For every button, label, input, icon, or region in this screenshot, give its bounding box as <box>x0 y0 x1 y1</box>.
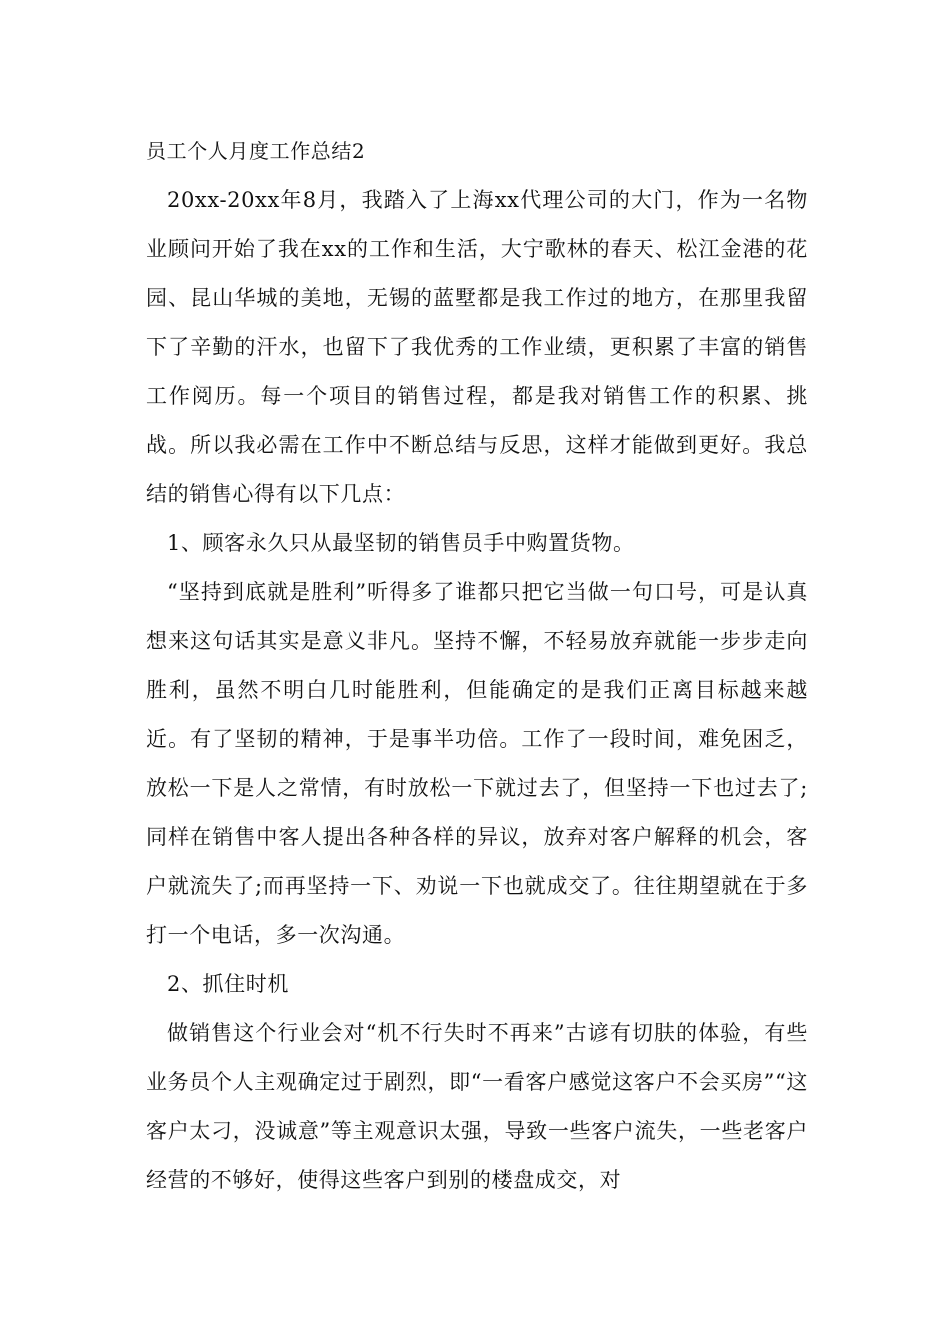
paragraph-timing: 做销售这个行业会对“机不行失时不再来”古谚有切肤的体验，有些业务员个人主观确定过于剧烈，即“一看客户感觉这客户不会买房”“这客户太刁，没诚意”等主观意识太强，导致一些客户流失，一些老客户经营的不够好，使得这些客户到别的楼盘成交，对 <box>146 1021 808 1192</box>
document-body <box>146 128 808 1205</box>
paragraph-intro: 20xx-20xx年8月，我踏入了上海xx代理公司的大门，作为一名物业顾问开始了我在xx的工作和生活，大宁歌林的春天、松江金港的花园、昆山华城的美地，无锡的蓝墅都是我工作过的地方，在那里我留下了辛勤的汗水，也留下了我优秀的工作业绩，更积累了丰富的销售工作阅历。每一个项目的销售过程，都是我对销售工作的积累、挑战。所以我必需在工作中不断总结与反思，这样才能做到更好。我总结的销售心得有以下几点： <box>146 188 808 506</box>
document-title: 员工个人月度工作总结2 <box>146 139 366 163</box>
point-2-heading: 2、抓住时机 <box>167 972 289 996</box>
point-1-heading: 1、顾客永久只从最坚韧的销售员手中购置货物。 <box>167 531 635 555</box>
paragraph-persistence: “坚持到底就是胜利”听得多了谁都只把它当做一句口号，可是认真想来这句话其实是意义非凡。坚持不懈，不轻易放弃就能一步步走向胜利，虽然不明白几时能胜利，但能确定的是我们正离目标越来越近。有了坚韧的精神，于是事半功倍。工作了一段时间，难免困乏，放松一下是人之常情，有时放松一下就过去了，但坚持一下也过去了;同样在销售中客人提出各种各样的异议，放弃对客户解释的机会，客户就流失了;而再坚持一下、劝说一下也就成交了。往往期望就在于多打一个电话，多一次沟通。 <box>146 580 808 947</box>
